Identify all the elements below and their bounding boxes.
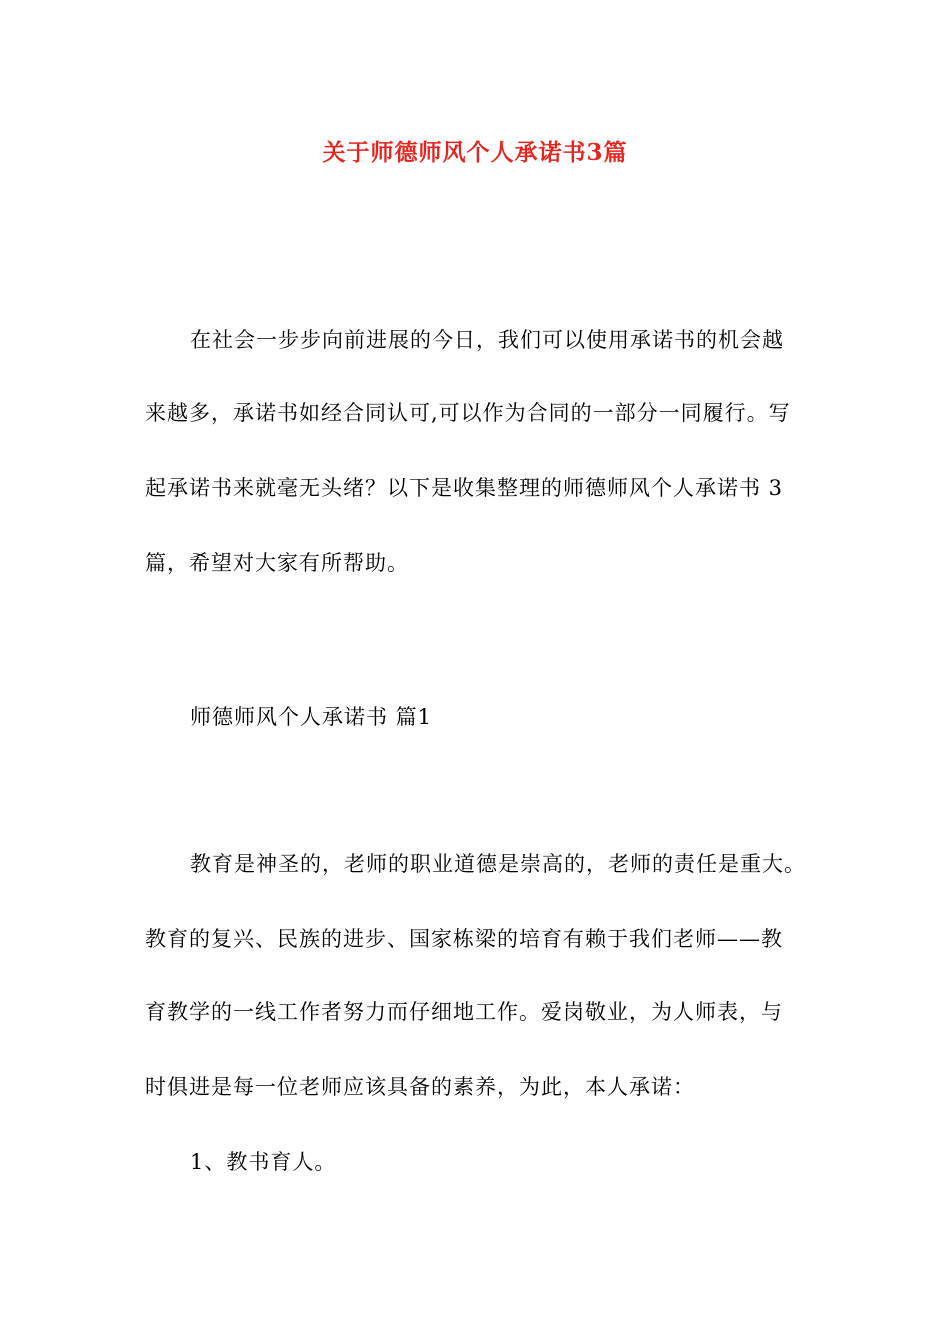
intro-line-2: 来越多，承诺书如经合同认可,可以作为合同的一部分一同履行。写	[145, 401, 791, 425]
body-line-4: 时俱进是每一位老师应该具备的素养，为此，本人承诺：	[145, 1075, 695, 1099]
section-heading: 师德师风个人承诺书 篇1	[190, 705, 433, 729]
document-title: 关于师德师风个人承诺书3篇	[322, 139, 628, 166]
intro-line-4: 篇，希望对大家有所帮助。	[145, 551, 409, 575]
intro-line-1: 在社会一步步向前进展的今日，我们可以使用承诺书的机会越	[190, 328, 784, 352]
body-line-1: 教育是神圣的，老师的职业道德是崇高的，老师的责任是重大。	[190, 852, 806, 876]
intro-line-3: 起承诺书来就毫无头绪？以下是收集整理的师德师风个人承诺书 3	[145, 476, 784, 500]
list-item-1: 1、教书育人。	[190, 1150, 337, 1174]
body-line-2: 教育的复兴、民族的进步、国家栋梁的培育有赖于我们老师——教	[145, 927, 783, 951]
body-line-3: 育教学的一线工作者努力而仔细地工作。爱岗敬业，为人师表，与	[145, 1000, 783, 1024]
